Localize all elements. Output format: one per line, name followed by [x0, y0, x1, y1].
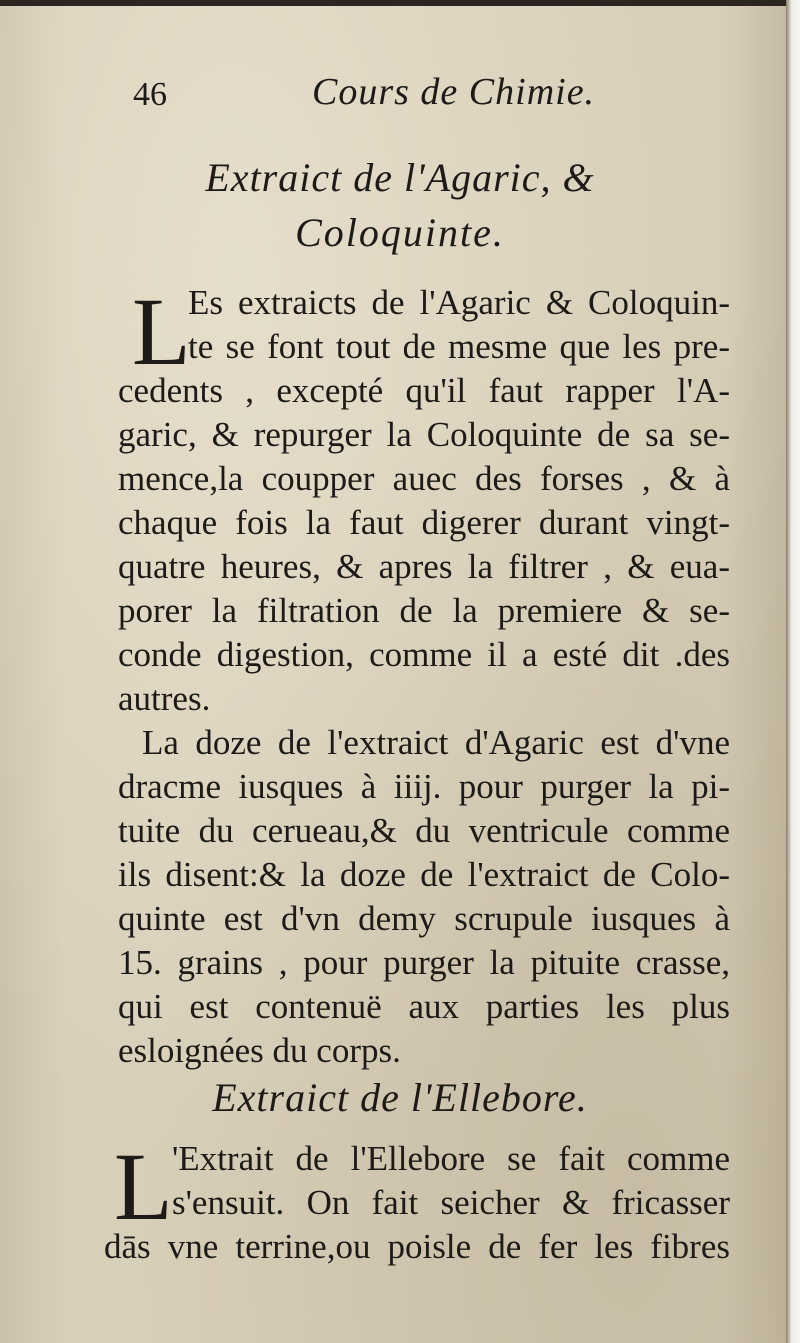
section-heading-ellebore: Extraict de l'Ellebore.	[212, 1075, 588, 1120]
text-line: Es extraicts de l'Agaric & Coloquin-	[188, 283, 730, 322]
text-line: mence,la coupper auec des forses , & à	[118, 459, 730, 498]
page-edge	[786, 0, 800, 1343]
text-line: 'Extrait de l'Ellebore se fait comme	[172, 1139, 730, 1178]
text-line: dracme iusques à iiij. pour purger la pi-	[118, 767, 730, 806]
text-line: qui est contenuë aux parties les plus	[118, 987, 730, 1026]
drop-cap: L	[114, 1133, 173, 1240]
text-line: garic, & repurger la Coloquinte de sa se-	[118, 415, 730, 454]
drop-cap: L	[132, 278, 191, 385]
text-line: autres.	[118, 679, 211, 718]
text-line: s'ensuit. On fait seicher & fricasser	[172, 1183, 730, 1222]
running-title: Cours de Chimie.	[312, 71, 596, 113]
section-heading-agaric-line2: Coloquinte.	[295, 210, 505, 255]
text-line: La doze de l'extraict d'Agaric est d'vne	[142, 723, 730, 762]
text-line: ils disent:& la doze de l'extraict de Colo-	[118, 855, 730, 894]
text-line: 15. grains , pour purger la pituite crasse,	[118, 943, 730, 982]
section-heading-agaric: Extraict de l'Agaric, &	[205, 155, 595, 200]
text-line: quatre heures, & apres la filtrer , & eua-	[118, 547, 730, 586]
text-line: tuite du cerueau,& du ventricule comme	[118, 811, 730, 850]
text-line: esloignées du corps.	[118, 1031, 401, 1070]
text-line: chaque fois la faut digerer durant vingt-	[118, 503, 730, 542]
page-header	[0, 62, 786, 122]
text-line: porer la filtration de la premiere & se-	[118, 591, 730, 630]
text-line: cedents , excepté qu'il faut rapper l'A-	[118, 371, 730, 410]
page-number: 46	[133, 76, 167, 113]
book-page	[0, 6, 786, 1343]
text-line: conde digestion, comme il a esté dit .des	[118, 635, 730, 674]
text-line: te se font tout de mesme que les pre-	[188, 327, 730, 366]
text-line: quinte est d'vn demy scrupule iusques à	[118, 899, 730, 938]
text-line: dās vne terrine,ou poisle de fer les fibres	[104, 1227, 730, 1266]
